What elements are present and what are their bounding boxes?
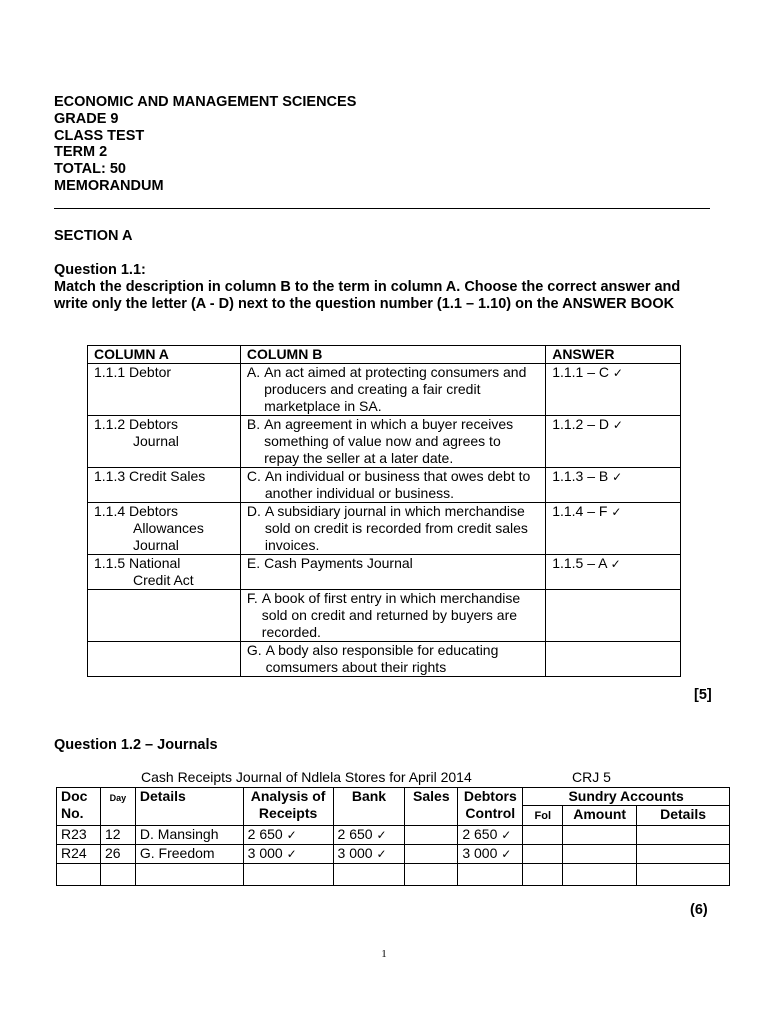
description-text: A subsidiary journal in which merchandise sold on credit is recorded from credit sales invoices. bbox=[264, 503, 528, 553]
description-letter: E. bbox=[246, 555, 261, 571]
matching-row bbox=[88, 555, 681, 590]
fol-header: Fol bbox=[523, 806, 563, 826]
journal-cell-empty bbox=[100, 864, 135, 886]
matching-table bbox=[87, 345, 681, 677]
journal-cell-sundry bbox=[637, 826, 730, 845]
check-icon: ✓ bbox=[286, 847, 297, 861]
matching-row bbox=[88, 590, 681, 642]
cash-receipts-journal-table bbox=[56, 787, 730, 886]
matching-row bbox=[88, 503, 681, 555]
page-number: 1 bbox=[381, 948, 387, 960]
column-a-cell bbox=[88, 590, 241, 642]
journal-row bbox=[57, 826, 730, 845]
column-b-cell bbox=[240, 642, 545, 677]
journal-value: 3 000 bbox=[247, 845, 283, 861]
subject-title: ECONOMIC AND MANAGEMENT SCIENCES bbox=[54, 94, 357, 110]
matching-row bbox=[88, 364, 681, 416]
header-divider bbox=[54, 208, 710, 209]
memorandum-label: MEMORANDUM bbox=[54, 177, 164, 194]
description-text: A body also responsible for educating comsumers about their rights bbox=[265, 642, 499, 675]
journal-cell-debtors bbox=[458, 826, 523, 845]
journal-value: 2 650 bbox=[247, 826, 283, 842]
check-icon: ✓ bbox=[612, 366, 623, 380]
matching-row bbox=[88, 468, 681, 503]
column-a-cell bbox=[88, 416, 241, 468]
journal-value: 3 000 bbox=[337, 845, 373, 861]
description-text: An act aimed at protecting consumers and producers and creating a fair credit marketplace in SA. bbox=[264, 364, 527, 414]
journal-cell-empty bbox=[523, 864, 563, 886]
column-b-description bbox=[247, 642, 539, 676]
journal-cell-sundry bbox=[523, 826, 563, 845]
section-heading: SECTION A bbox=[54, 228, 133, 244]
description-letter: G. bbox=[246, 642, 262, 658]
journal-cell-empty bbox=[405, 864, 458, 886]
journal-value: R23 bbox=[61, 826, 87, 842]
column-a-term-line: Credit Act bbox=[133, 572, 194, 588]
matching-row bbox=[88, 642, 681, 677]
column-b-description bbox=[247, 555, 539, 572]
debtors-control-header: Debtors Control bbox=[458, 788, 523, 826]
column-a-term-line: Journal bbox=[133, 537, 179, 553]
column-a-term-line: 1.1.4 Debtors bbox=[94, 503, 179, 519]
description-text: Cash Payments Journal bbox=[264, 555, 413, 571]
column-b-cell bbox=[240, 468, 545, 503]
answer-cell bbox=[546, 364, 681, 416]
journal-cell-analysis bbox=[243, 826, 333, 845]
journal-cell-details bbox=[135, 826, 243, 845]
answer-header: ANSWER bbox=[546, 346, 681, 364]
journal-value: D. Mansingh bbox=[139, 826, 219, 842]
journal-cell-sundry bbox=[563, 845, 637, 864]
journal-value: G. Freedom bbox=[139, 845, 215, 861]
journal-cell-debtors bbox=[458, 845, 523, 864]
answer-text: 1.1.5 – A bbox=[552, 555, 607, 571]
sundry-accounts-header: Sundry Accounts bbox=[523, 788, 730, 806]
journal-cell-sundry bbox=[563, 826, 637, 845]
answer-cell bbox=[546, 555, 681, 590]
column-b-cell bbox=[240, 416, 545, 468]
journal-row-empty bbox=[57, 864, 730, 886]
column-a-cell bbox=[88, 555, 241, 590]
check-icon: ✓ bbox=[286, 828, 297, 842]
column-a-term-line: Journal bbox=[133, 433, 179, 449]
journal-cell-day bbox=[100, 826, 135, 845]
journal-cell-empty bbox=[135, 864, 243, 886]
answer-text: 1.1.2 – D bbox=[552, 416, 610, 432]
column-b-cell bbox=[240, 555, 545, 590]
journal-cell-empty bbox=[458, 864, 523, 886]
description-text: A book of first entry in which merchandise sold on credit and returned by buyers are recorded. bbox=[261, 590, 521, 640]
description-letter: A. bbox=[246, 364, 261, 380]
matching-table-header bbox=[88, 346, 681, 364]
column-a-header: COLUMN A bbox=[88, 346, 241, 364]
column-a-term-line: 1.1.3 Credit Sales bbox=[94, 468, 206, 484]
column-b-description bbox=[247, 416, 539, 467]
answer-cell bbox=[546, 468, 681, 503]
description-text: An agreement in which a buyer receives something of value now and agrees to repay the seller at a later date. bbox=[264, 416, 514, 466]
check-icon: ✓ bbox=[610, 557, 621, 571]
description-letter: D. bbox=[246, 503, 261, 519]
answer-text: 1.1.4 – F bbox=[552, 503, 608, 519]
description-letter: C. bbox=[246, 468, 261, 484]
journal-value: 2 650 bbox=[337, 826, 373, 842]
column-a-cell bbox=[88, 468, 241, 503]
analysis-header: Analysis of Receipts bbox=[243, 788, 333, 826]
column-a-term-line: Allowances bbox=[133, 520, 204, 536]
answer-cell bbox=[546, 416, 681, 468]
journal-cell-bank bbox=[333, 845, 405, 864]
term-label: TERM 2 bbox=[54, 144, 108, 161]
day-header: Day bbox=[100, 788, 135, 826]
journal-cell-sales bbox=[405, 826, 458, 845]
question-1-1-heading: Question 1.1: bbox=[54, 262, 146, 278]
column-a-cell bbox=[88, 503, 241, 555]
column-b-description bbox=[247, 468, 539, 502]
journal-cell-details bbox=[135, 845, 243, 864]
journal-cell-empty bbox=[333, 864, 405, 886]
details-header: Details bbox=[135, 788, 243, 826]
column-b-cell bbox=[240, 590, 545, 642]
journal-cell-sales bbox=[405, 845, 458, 864]
answer-text: 1.1.3 – B bbox=[552, 468, 609, 484]
doc-no-header: Doc No. bbox=[57, 788, 101, 826]
check-icon: ✓ bbox=[611, 505, 622, 519]
question-1-1-instruction: Match the description in column B to the term in column A. Choose the correct answer and write only the letter (A - D) next to the question number (1.1 – 1.10) on the ANSWER BOOK bbox=[54, 279, 681, 312]
matching-row bbox=[88, 416, 681, 468]
answer-cell bbox=[546, 503, 681, 555]
journal-value: 3 000 bbox=[462, 845, 498, 861]
question-1-1 bbox=[54, 262, 714, 313]
answer-cell bbox=[546, 642, 681, 677]
check-icon: ✓ bbox=[376, 828, 387, 842]
test-type-label: CLASS TEST bbox=[54, 127, 145, 144]
column-b-cell bbox=[240, 503, 545, 555]
document-header bbox=[54, 94, 356, 195]
description-text: An individual or business that owes debt to another individual or business. bbox=[264, 468, 531, 501]
journal-header-row-1 bbox=[57, 788, 730, 806]
column-a-term-line: 1.1.2 Debtors bbox=[94, 416, 179, 432]
journal-row bbox=[57, 845, 730, 864]
question-1-2-heading: Question 1.2 – Journals bbox=[54, 737, 218, 753]
total-label: TOTAL: 50 bbox=[54, 161, 126, 178]
check-icon: ✓ bbox=[612, 418, 623, 432]
column-b-cell bbox=[240, 364, 545, 416]
column-a-cell bbox=[88, 642, 241, 677]
column-b-description bbox=[247, 364, 539, 415]
column-b-header: COLUMN B bbox=[240, 346, 545, 364]
journal-value: 12 bbox=[104, 826, 121, 842]
journal-cell-sundry bbox=[523, 845, 563, 864]
journal-value: 2 650 bbox=[462, 826, 498, 842]
journal-cell-doc bbox=[57, 826, 101, 845]
journal-code: CRJ 5 bbox=[572, 769, 611, 785]
grade-label: GRADE 9 bbox=[54, 110, 119, 127]
check-icon: ✓ bbox=[376, 847, 387, 861]
question-1-1-mark: [5] bbox=[694, 687, 712, 703]
sales-header: Sales bbox=[405, 788, 458, 826]
amount-header: Amount bbox=[563, 806, 637, 826]
question-1-2-mark: (6) bbox=[690, 902, 708, 918]
column-a-term-line: 1.1.5 National bbox=[94, 555, 181, 571]
journal-cell-analysis bbox=[243, 845, 333, 864]
sundry-details-header: Details bbox=[637, 806, 730, 826]
journal-cell-empty bbox=[637, 864, 730, 886]
column-a-term-line: 1.1.1 Debtor bbox=[94, 364, 172, 380]
journal-cell-empty bbox=[563, 864, 637, 886]
journal-cell-day bbox=[100, 845, 135, 864]
description-letter: B. bbox=[246, 416, 261, 432]
journal-cell-doc bbox=[57, 845, 101, 864]
bank-header: Bank bbox=[333, 788, 405, 826]
check-icon: ✓ bbox=[612, 470, 623, 484]
answer-text: 1.1.1 – C bbox=[552, 364, 610, 380]
journal-title: Cash Receipts Journal of Ndlela Stores for April 2014 bbox=[141, 769, 472, 785]
answer-cell bbox=[546, 590, 681, 642]
journal-cell-empty bbox=[243, 864, 333, 886]
check-icon: ✓ bbox=[501, 828, 512, 842]
column-a-cell bbox=[88, 364, 241, 416]
journal-value: R24 bbox=[61, 845, 87, 861]
journal-cell-empty bbox=[57, 864, 101, 886]
journal-value: 26 bbox=[104, 845, 121, 861]
journal-cell-bank bbox=[333, 826, 405, 845]
description-letter: F. bbox=[246, 590, 258, 606]
journal-cell-sundry bbox=[637, 845, 730, 864]
check-icon: ✓ bbox=[501, 847, 512, 861]
column-b-description bbox=[247, 590, 539, 641]
column-b-description bbox=[247, 503, 539, 554]
